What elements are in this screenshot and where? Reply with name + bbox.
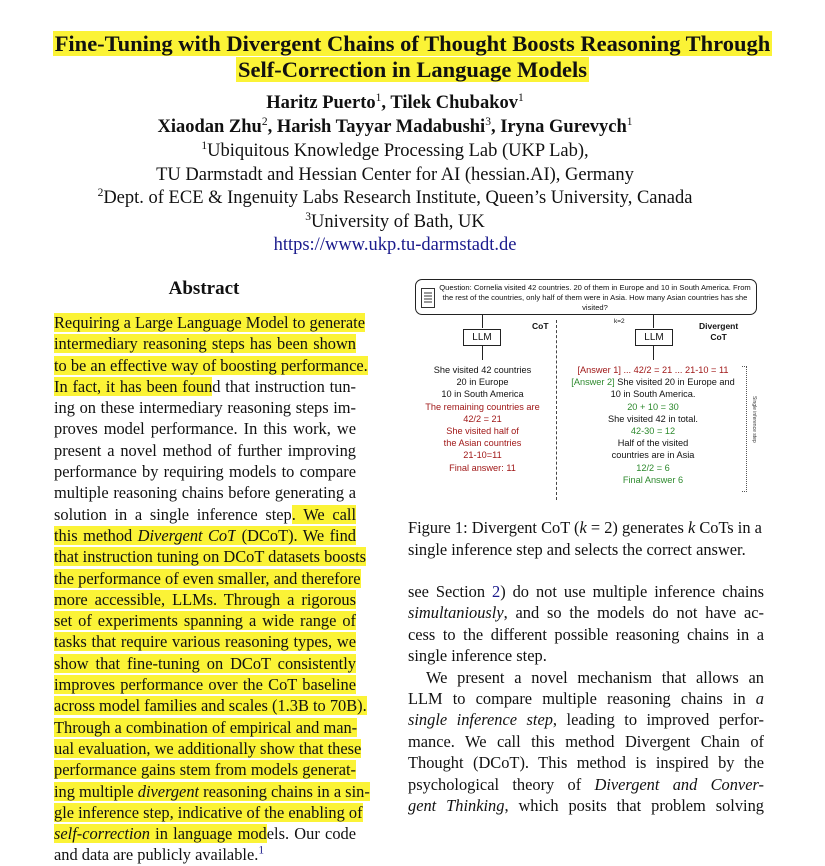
abstract-text [54,312,370,866]
abstract-line [54,568,361,589]
abstract-line [54,844,356,865]
highlight: intermediary reasoning steps has been shown [54,334,356,354]
text-span: ) do not use multiple inference chains [500,582,764,601]
abstract-line [54,312,365,333]
arrow-from-llm-left [482,346,483,360]
abstract-line [54,653,356,674]
abstract-line [54,355,368,376]
affil-sup: 2 [97,186,104,199]
author-list [0,92,790,139]
arrow-to-llm-left [482,314,483,328]
body-line [408,795,764,816]
text-span: single inference step [408,710,553,730]
cot-line: The remaining countries are [425,401,540,412]
body-line [408,709,764,730]
text-span: single inference step. [408,646,547,666]
abstract-line [54,525,356,546]
dcot-label [699,321,738,343]
dcot-line [560,376,746,388]
figure-caption [408,517,768,560]
dcot-line [560,413,746,425]
affil-sup: 1 [201,139,208,152]
text-span: d that instruction tun- [212,376,357,396]
arrow-to-llm-right [653,314,654,328]
highlight: in language mod [149,824,267,844]
affil-sup: 3 [305,210,312,223]
cot-reasoning [410,364,555,474]
text-span: Final Answer 6 [622,474,684,485]
highlight: reasoning chains in a sin- [199,781,370,801]
abstract-line [54,802,363,823]
divider-dashed [556,320,557,500]
abstract-line [54,781,370,802]
text-span: simultaniously [408,603,504,623]
abstract-line [54,759,356,780]
body-line [408,688,764,709]
title-line-2: Self-Correction in Language Models [238,57,587,82]
text-span: LLM to compare multiple reasoning chains in [408,689,756,709]
affiliation-2 [0,187,790,211]
text-span: Divergent CoT [137,525,237,545]
highlight: ual evaluation, we additionally show that these [54,738,362,758]
title-line-1: Fine-Tuning with Divergent Chains of Thought Boosts Reasoning Through [54,31,771,56]
body-line [408,774,764,795]
text-span: Thought (DCoT). This method is inspired by the [408,753,764,773]
text-span: multiple reasoning chains before generating a [54,483,356,503]
inference-bracket [742,366,747,492]
dcot-line [560,462,746,474]
author-sep: , [490,116,501,137]
dcot-line [560,437,746,449]
affil-text: University of Bath, UK [311,211,485,232]
affiliations [0,140,790,258]
text-span: psychological theory of [408,774,595,794]
highlight: set of experiments spanning a wide range of [54,611,356,631]
figure-1 [410,276,770,506]
cot-line: 20 in Europe [456,377,509,388]
text-span: solution in a single inference step [54,504,292,524]
affiliation-1b: TU Darmstadt and Hessian Center for AI (hessian.AI), Germany [156,164,634,185]
caption-k: k [687,518,696,537]
text-span: divergent [137,781,200,801]
dcot-label-1: Divergent [699,321,739,331]
body-line [408,731,764,752]
text-span: mance. We call this method Divergent Chain of [408,731,764,751]
author-affil-sup: 2 [261,115,268,128]
abstract-line [54,397,356,418]
abstract-line [54,717,356,738]
text-span: [Answer 1] ... 42/2 = 21 ... 21-10 = 11 [577,365,729,375]
body-line [408,581,764,602]
body-line [408,667,764,688]
caption-text: = 2) generates [586,518,688,537]
authors-line-2 [0,116,790,140]
lab-url-link[interactable]: https://www.ukp.tu-darmstadt.de [273,235,517,255]
text-span: , and so the models do not have ac- [503,603,764,623]
footnote-ref-link: 1 [258,844,265,857]
author-name: Tilek Chubakov [390,93,519,113]
dcot-line [560,425,746,437]
author-affil-sup: 1 [626,115,633,128]
question-text: Question: Cornelia visited 42 countries. 20 of them in Europe and 10 in South America. From the rest of the countries, only half of them were in Asia. How many Asian countries has she visited? [439,283,751,312]
dcot-line [560,388,746,400]
text-span: [Answer 2] [571,377,615,388]
highlight: to be an effective way of boosting performance. [54,355,368,375]
highlight: In fact, it has been foun [54,376,213,396]
affil-text: Dept. of ECE & Ingenuity Labs Research Institute, Queen’s University, Canada [103,188,693,208]
abstract-line [54,333,356,354]
abstract-line [54,738,362,759]
highlight: performance gains stem from models generat- [54,760,356,780]
highlight: tasks that require various reasoning types, we [54,632,356,652]
author-name: Harish Tayyar Madabushi [276,116,486,137]
dcot-line [560,474,746,486]
caption-text: Figure 1: Divergent CoT ( [408,518,580,537]
body-text [408,581,764,816]
text-span: performance by requiring models to compare [54,462,356,482]
abstract-line [54,461,356,482]
text-span: Half of the visited [617,438,689,449]
abstract-line [54,674,356,695]
highlight [138,782,199,801]
text-span: 10 in South America. [610,389,696,400]
author-sep: , [267,116,277,137]
abstract-line [54,695,367,716]
highlight: ing multiple [54,781,138,801]
text-span: 20 + 10 = 30 [627,401,679,412]
text-span: cess to the different possible reasoning chains in a [408,624,764,644]
text-span: 12/2 = 6 [636,462,670,473]
highlight: that instruction tuning on DCoT datasets boosts [54,547,367,567]
abstract-line [54,376,356,397]
highlight [138,526,237,545]
author-name: Xiaodan Zhu [157,116,262,137]
abstract-line [54,823,356,844]
text-span: ing on these intermediary reasoning steps im- [54,398,356,418]
cot-label: CoT [532,321,549,331]
highlight: the performance of even smaller, and therefore [54,568,361,588]
caption-text: CoTs in a single inference step and selects the correct answer. [408,518,762,559]
text-span: self-correction [54,824,150,844]
text-span: present a novel method of further improving [54,440,356,460]
cot-line: the Asian countries [443,438,522,449]
highlight: . We call [291,504,356,524]
caption-k: k [579,518,587,537]
cot-line: Final answer: 11 [449,462,516,473]
highlight: gle inference step, indicative of the enabling of [54,802,363,822]
highlight: this method [54,525,138,545]
dcot-reasoning [560,364,746,486]
abstract-line [54,440,356,461]
highlight: show that fine-tuning on DCoT consistently [54,653,356,673]
text-span: 42-30 = 12 [630,426,676,437]
question-box [415,279,757,315]
paper-title [0,31,825,83]
text-span: Divergent and Conver- [594,774,764,794]
section-ref-link: 2 [492,582,501,601]
text-span: a [755,689,764,709]
author-name: Iryna Gurevych [500,116,627,137]
text-span: , which posits that problem solving [504,796,764,816]
author-name: Haritz Puerto [266,93,376,113]
author-sep: , [381,93,391,113]
dcot-label-2: CoT [710,332,727,342]
dcot-line [560,449,746,461]
authors-line-1 [0,92,790,116]
text-span: countries are in Asia [611,450,695,461]
cot-line: She visited half of [446,426,519,437]
llm-box-dcot: LLM [635,329,673,346]
abstract-line [54,631,356,652]
single-inference-label: Single inference step [751,396,757,443]
abstract-line [54,482,356,503]
affiliation-1a [0,140,790,164]
dcot-line [560,401,746,413]
highlight: Through a combination of empirical and man- [54,717,358,737]
author-affil-sup: 1 [518,91,524,104]
text-span: She visited 20 in Europe and [614,377,735,388]
document-lines-icon [422,289,434,307]
text-span: We present a novel mechanism that allows an [426,667,764,687]
cot-line: She visited 42 countries [433,365,532,375]
k-label: k=2 [614,318,625,325]
cot-line: 21-10=11 [463,450,502,461]
text-span: , leading to improved perfor- [552,710,764,730]
author-affil-sup: 1 [375,91,382,104]
highlight [54,824,150,843]
author-affil-sup: 3 [485,115,491,128]
text-span: els. Our code [266,824,356,844]
text-span: and data are publicly available. [54,845,259,865]
abstract-line [54,589,356,610]
body-line [408,624,764,645]
dcot-line [560,364,746,376]
llm-box-cot: LLM [463,329,501,346]
affiliation-3 [0,211,790,235]
highlight: across model families and scales (1.3B to 70B). [54,696,367,716]
text-span: proves model performance. In this work, we [54,419,356,439]
text-span: She visited 42 in total. [608,413,698,424]
abstract-line [54,418,356,439]
cot-line: 10 in South America [441,389,524,400]
affil-text: Ubiquitous Knowledge Processing Lab (UKP Lab), [207,141,589,161]
cot-line: 42/2 = 21 [463,413,502,424]
highlight: Requiring a Large Language Model to generate [54,313,365,332]
abstract-line [54,546,367,567]
body-line [408,752,764,773]
highlight: more accessible, LLMs. Through a rigorous [54,589,356,609]
abstract-heading: Abstract [168,278,240,299]
abstract-line [54,504,356,525]
highlight: (DCoT). We find [236,525,356,545]
document-icon [421,288,435,308]
highlight: improves performance over the CoT baseline [54,675,356,695]
arrow-from-llm-right [653,346,654,360]
text-span: gent Thinking [408,796,505,816]
body-line [408,645,764,666]
body-line [408,602,764,623]
text-span: see Section [408,582,492,601]
abstract-line [54,610,356,631]
